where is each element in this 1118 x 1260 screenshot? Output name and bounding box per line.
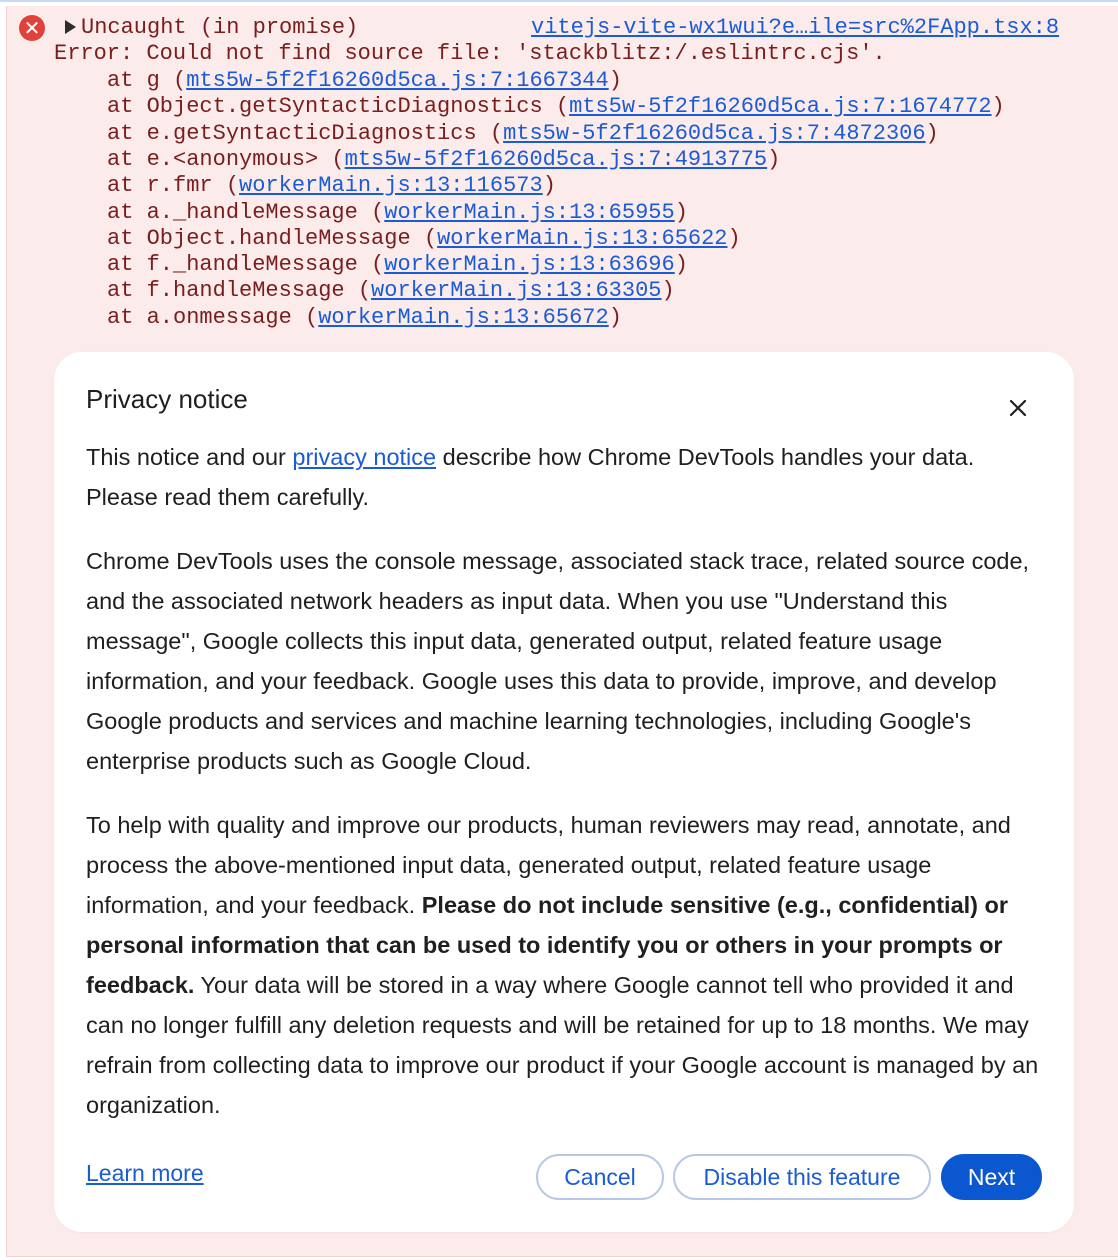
stack-frame [107,121,939,147]
privacy-notice-link[interactable]: privacy notice [292,444,437,470]
stack-frame-source-link[interactable]: mts5w-5f2f16260d5ca.js:7:1667344 [186,68,609,93]
stack-frame-close-paren: ) [608,68,622,93]
stack-frame-close-paren: ) [991,94,1005,120]
p1-text-after: describe how Chrome DevTools handles your data. Please read them carefully. [86,444,975,510]
stack-frame-close-paren: ) [674,199,688,225]
stack-frame-close-paren: ) [542,173,556,199]
stack-frame-function: at f._handleMessage ( [107,252,385,278]
stack-frame-source-link[interactable]: mts5w-5f2f16260d5ca.js:7:4872306 [503,120,926,146]
stack-frame-function: at r.fmr ( [107,173,240,199]
stack-frame-function: at a._handleMessage ( [107,199,385,225]
stack-frame-function: at g ( [107,68,187,93]
stack-frame-function: at Object.handleMessage ( [107,225,438,251]
close-icon [1008,398,1028,418]
stack-frame-source-link[interactable]: workerMain.js:13:65622 [437,225,728,251]
close-button[interactable] [1002,392,1034,424]
error-header-text: Uncaught (in promise) [81,15,359,40]
notice-paragraph-1 [86,437,1046,517]
stack-frame-close-paren: ) [608,304,622,330]
cancel-button[interactable]: Cancel [536,1154,664,1200]
stack-frame-source-link[interactable]: workerMain.js:13:63305 [371,278,662,304]
stack-frame-source-link[interactable]: workerMain.js:13:116573 [239,173,543,199]
stack-frame [107,226,741,252]
stack-frame-function: at Object.getSyntacticDiagnostics ( [107,94,570,120]
p3-bold-warning: Please do not include sensitive (e.g., confidential) or personal information that can be used to identify you or others in your prompts or feedback. [86,892,1009,998]
expand-triangle-icon[interactable] [65,20,76,34]
stack-frame-source-link[interactable]: workerMain.js:13:65955 [384,199,675,225]
stack-frame-source-link[interactable]: mts5w-5f2f16260d5ca.js:7:4913775 [344,146,768,172]
notice-paragraph-2: Chrome DevTools uses the console message, associated stack trace, related source code, and the associated network headers as input data. When you use "Understand this message", Google collects this input data, generated output, related feature usage information, and your feedback. Google uses this data to provide, improve, and develop Google products and services and machine learning technologies, including Google's enterprise products such as Google Cloud. [86,548,1030,774]
stack-frame-close-paren: ) [767,146,781,172]
next-button[interactable]: Next [941,1154,1042,1200]
disable-feature-button[interactable]: Disable this feature [673,1154,931,1200]
stack-frame [107,94,1005,120]
stack-frame [107,252,688,278]
stack-frame-close-paren: ) [727,225,741,251]
stack-frame [107,305,622,331]
stack-frame-function: at e.<anonymous> ( [107,146,345,172]
p3-text-before: To help with quality and improve our products, human reviewers may read, annotate, and process the above-mentioned input data, generated output, related feature usage information, and your feedback. [86,812,1011,918]
stack-frame-close-paren: ) [925,120,939,146]
stack-frame-close-paren: ) [661,278,675,304]
stack-frame-source-link[interactable]: workerMain.js:13:65672 [318,304,609,330]
stack-frame [107,68,622,94]
stack-frame [107,200,688,226]
stack-frame-function: at f.handleMessage ( [107,278,372,304]
stack-frame-function: at a.onmessage ( [107,304,319,330]
stack-frame [107,147,780,173]
p1-text-before: This notice and our [86,444,293,470]
p3-text-after: Your data will be stored in a way where Google cannot tell who provided it and can no longer fulfill any deletion requests and will be retained for up to 18 months. We may refrain from collecting data to improve our product if your Google account is managed by an organization. [86,972,1039,1118]
learn-more-link[interactable]: Learn more [86,1160,204,1186]
stack-frame-close-paren: ) [674,252,688,278]
stack-frame [107,173,556,199]
stack-frame-function: at e.getSyntacticDiagnostics ( [107,120,504,146]
notice-paragraph-3 [86,805,1046,1125]
privacy-notice-dialog [54,352,1074,1232]
dialog-title: Privacy notice [86,384,248,414]
error-circle-x-icon: ✕ [19,15,45,41]
error-source-link[interactable]: vitejs-vite-wx1wui?e…ile=src%2FApp.tsx:8 [531,15,1060,40]
error-message: Error: Could not find source file: 'stackblitz:/.eslintrc.cjs'. [54,41,886,66]
stack-frame [107,278,675,304]
stack-frame-source-link[interactable]: workerMain.js:13:63696 [384,252,675,278]
stack-frame-source-link[interactable]: mts5w-5f2f16260d5ca.js:7:1674772 [569,94,992,120]
